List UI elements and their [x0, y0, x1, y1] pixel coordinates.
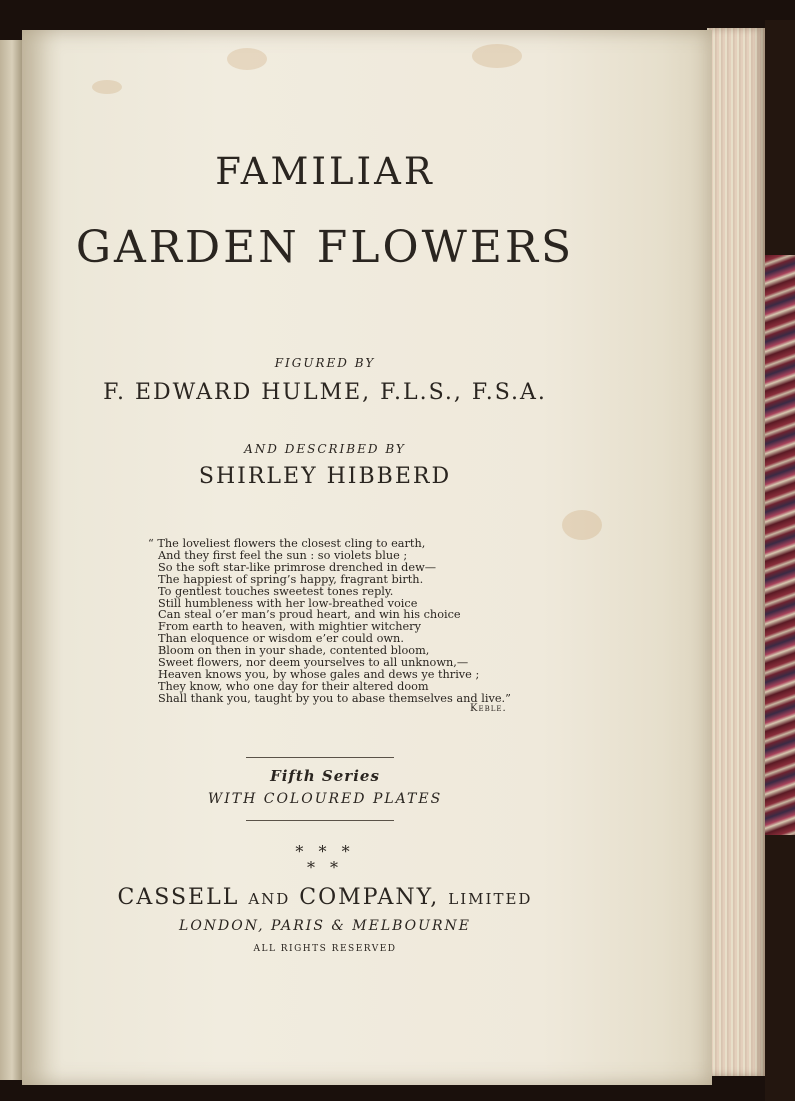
asterism-row-1: * * *	[295, 842, 355, 861]
publisher-line	[10, 885, 640, 910]
author-name: SHIRLEY HIBBERD	[198, 464, 452, 489]
publisher-name-part1: CASSELL	[117, 885, 240, 910]
plates-label: WITH COLOURED PLATES	[207, 791, 443, 807]
divider-top	[246, 757, 394, 758]
foxing-spot	[92, 80, 122, 94]
poem-line: Can steal o’er man’s proud heart, and win his choice	[158, 608, 461, 622]
poem-line: And they first feel the sun : so violets blue ;	[158, 548, 408, 562]
poem-line: Still humbleness with her low-breathed voice	[158, 596, 418, 610]
poem-line: “ The loveliest flowers the closest cling to earth,	[148, 537, 426, 550]
marbled-endpaper	[765, 255, 795, 835]
publisher-cities: LONDON, PARIS & MELBOURNE	[179, 918, 471, 934]
figured-by-label: FIGURED BY	[274, 356, 376, 370]
poem-line: The happiest of spring’s happy, fragrant birth.	[158, 572, 424, 586]
divider-bottom	[246, 820, 394, 821]
poem-line: From earth to heaven, with mightier witchery	[158, 620, 421, 634]
series-label: Fifth Series	[270, 767, 380, 785]
poem-line: They know, who one day for their altered doom	[158, 679, 429, 693]
asterism-row-2: * *	[306, 858, 344, 877]
poem-line: Sweet flowers, nor deem yourselves to all unknown,—	[158, 656, 469, 670]
poem-line: So the soft star-like primrose drenched in dew—	[158, 560, 437, 574]
described-by-label: AND DESCRIBED BY	[244, 442, 406, 456]
epigraph-attribution: Keble.	[470, 703, 507, 714]
poem-line: Than eloquence or wisdom e’er could own.	[158, 632, 404, 646]
title-line-2: GARDEN FLOWERS	[75, 222, 575, 273]
rights-notice: ALL RIGHTS RESERVED	[253, 944, 397, 954]
page-block-edges	[707, 28, 765, 1076]
illustrator-name: F. EDWARD HULME, F.L.S., F.S.A.	[103, 380, 547, 405]
foxing-spot	[227, 48, 267, 70]
foxing-spot	[472, 44, 522, 68]
poem-line: Bloom on then in your shade, contented bloom,	[158, 644, 430, 658]
foxing-spot	[562, 510, 602, 540]
publisher-limited: LIMITED	[448, 890, 533, 908]
title-line-1: FAMILIAR	[215, 150, 435, 193]
poem-line: Shall thank you, taught by you to abase themselves and live.”	[158, 691, 511, 705]
epigraph-poem	[148, 538, 538, 705]
poem-line: Heaven knows you, by whose gales and dews ye thrive ;	[158, 667, 480, 681]
publisher-and: AND	[248, 890, 291, 908]
poem-line: To gentlest touches sweetest tones reply.	[158, 584, 394, 598]
publisher-name-part2: COMPANY,	[299, 885, 440, 910]
